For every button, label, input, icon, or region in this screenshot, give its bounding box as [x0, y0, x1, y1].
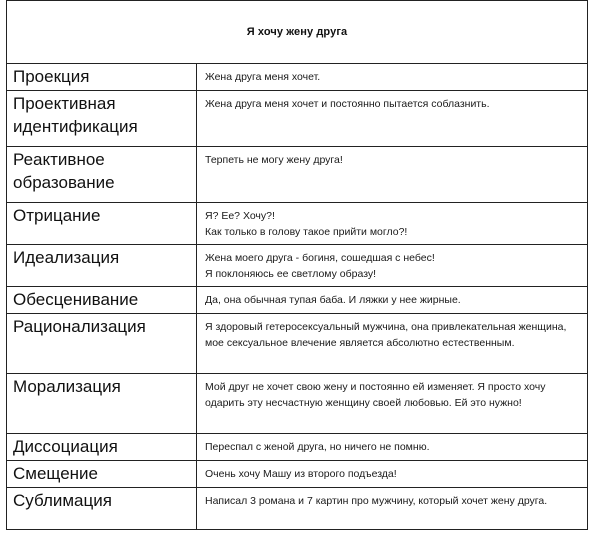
example-cell	[197, 91, 588, 147]
table-row	[7, 147, 588, 203]
example-line: Переспал с женой друга, но ничего не помню.	[205, 441, 430, 453]
term-cell: Проекция	[7, 64, 197, 91]
term-cell: Смещение	[7, 461, 197, 488]
example-line: Жена друга меня хочет и постоянно пытается соблазнить.	[205, 98, 490, 110]
example-line: Жена друга меня хочет.	[205, 71, 321, 83]
table-row	[7, 203, 588, 245]
example-cell	[197, 374, 588, 434]
term-cell: Проективная идентификация	[7, 91, 197, 147]
example-cell	[197, 245, 588, 287]
term-cell: Отрицание	[7, 203, 197, 245]
example-cell	[197, 461, 588, 488]
table-row	[7, 314, 588, 374]
example-cell	[197, 147, 588, 203]
example-line: Очень хочу Машу из второго подъезда!	[205, 468, 397, 480]
table-row	[7, 91, 588, 147]
table-row	[7, 287, 588, 314]
example-line: Как только в голову такое прийти могло?!	[205, 226, 408, 238]
example-line: Я здоровый гетеросексуальный мужчина, она привлекательная женщина, мое сексуальное влечение является абсолютно естественным.	[205, 321, 567, 349]
term-cell: Морализация	[7, 374, 197, 434]
table-row	[7, 245, 588, 287]
table-row	[7, 434, 588, 461]
example-line: Написал 3 романа и 7 картин про мужчину, который хочет жену друга.	[205, 495, 548, 507]
table-row	[7, 64, 588, 91]
example-line: Терпеть не могу жену друга!	[205, 154, 343, 166]
example-cell	[197, 203, 588, 245]
term-cell: Сублимация	[7, 488, 197, 530]
table-row	[7, 488, 588, 530]
example-line: Мой друг не хочет свою жену и постоянно ей изменяет. Я просто хочу одарить эту несчастную женщину своей любовью. Ей это нужно!	[205, 381, 546, 409]
table-row	[7, 374, 588, 434]
title-row	[7, 1, 588, 64]
term-cell: Идеализация	[7, 245, 197, 287]
example-cell	[197, 287, 588, 314]
example-cell	[197, 488, 588, 530]
term-cell: Рационализация	[7, 314, 197, 374]
document-page	[6, 0, 588, 530]
example-cell	[197, 64, 588, 91]
example-cell	[197, 434, 588, 461]
term-cell: Реактивное образование	[7, 147, 197, 203]
example-line: Жена моего друга - богиня, сошедшая с небес!	[205, 252, 435, 264]
example-line: Я поклоняюсь ее светлому образу!	[205, 268, 377, 280]
example-cell	[197, 314, 588, 374]
term-cell: Диссоциация	[7, 434, 197, 461]
example-line: Я? Ее? Хочу?!	[205, 210, 275, 222]
defense-mechanisms-table	[6, 0, 588, 530]
term-cell: Обесценивание	[7, 287, 197, 314]
table-row	[7, 461, 588, 488]
example-line: Да, она обычная тупая баба. И ляжки у нее жирные.	[205, 294, 461, 306]
table-title: Я хочу жену друга	[7, 1, 588, 64]
